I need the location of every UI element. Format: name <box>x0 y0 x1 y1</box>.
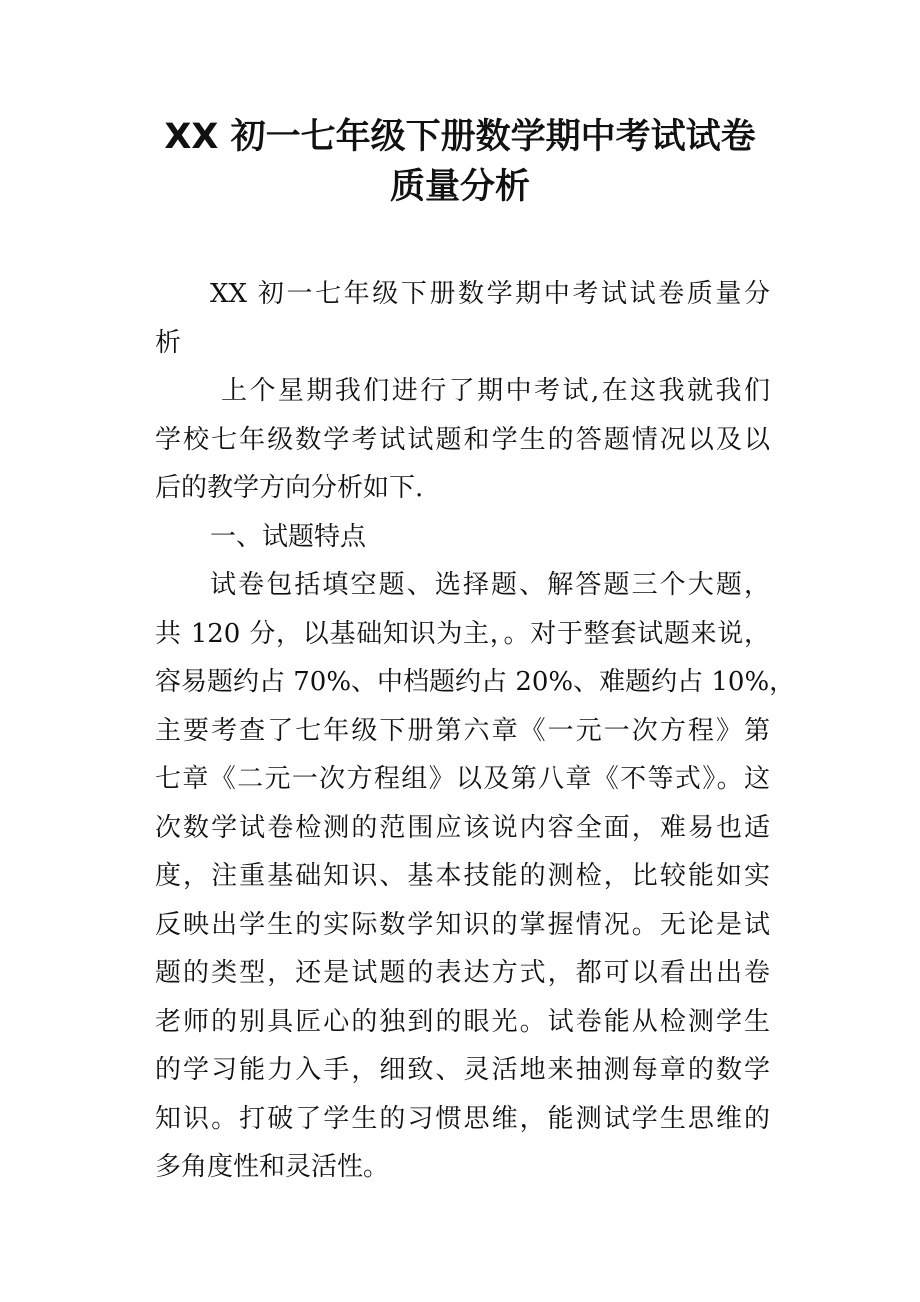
intro-line: 上个星期我们进行了期中考试,在这我就我们 <box>221 376 770 406</box>
paragraph-line: 的学习能力入手，细致、灵活地来抽测每章的数学 <box>155 1055 770 1085</box>
document-body <box>155 270 796 1192</box>
intro-line: 学校七年级数学考试试题和学生的答题情况以及以 <box>155 424 770 455</box>
paragraph-line: 容易题约占 70%、中档题约占 20%、难题约占 10%， <box>155 667 796 697</box>
paragraph-line: 老师的别具匠心的独到的眼光。试卷能从检测学生 <box>155 1006 770 1037</box>
paragraph-line: 知识。打破了学生的习惯思维，能测试学生思维的 <box>155 1103 770 1134</box>
paragraph-line: 主要考查了七年级下册第六章《一元一次方程》第 <box>155 715 770 746</box>
title-line-2: 质量分析 <box>389 167 530 207</box>
paragraph-line: 度，注重基础知识、基本技能的测检，比较能如实 <box>155 861 770 891</box>
section-heading: 一、试题特点 <box>210 521 367 552</box>
paragraph-line: 次数学试卷检测的范围应该说内容全面，难易也适 <box>155 812 770 843</box>
paragraph-line: 七章《二元一次方程组》以及第八章《不等式》。这 <box>155 764 770 794</box>
paragraph-line: 反映出学生的实际数学知识的掌握情况。无论是试 <box>155 909 770 940</box>
paragraph-line: 题的类型，还是试题的表达方式，都可以看出出卷 <box>155 958 770 988</box>
subtitle-line: 析 <box>155 327 182 358</box>
intro-line: 后的教学方向分析如下. <box>155 473 424 503</box>
paragraph-line: 共 120 分，以基础知识为主，。对于整套试题来说， <box>155 618 770 649</box>
title-line-1: XX 初一七年级下册数学期中考试试卷 <box>164 117 756 157</box>
paragraph-line: 多角度性和灵活性。 <box>155 1152 390 1182</box>
subtitle-line: XX 初一七年级下册数学期中考试试卷质量分 <box>210 279 770 309</box>
paragraph-line: 试卷包括填空题、选择题、解答题三个大题， <box>210 570 770 600</box>
document-title <box>100 112 820 212</box>
